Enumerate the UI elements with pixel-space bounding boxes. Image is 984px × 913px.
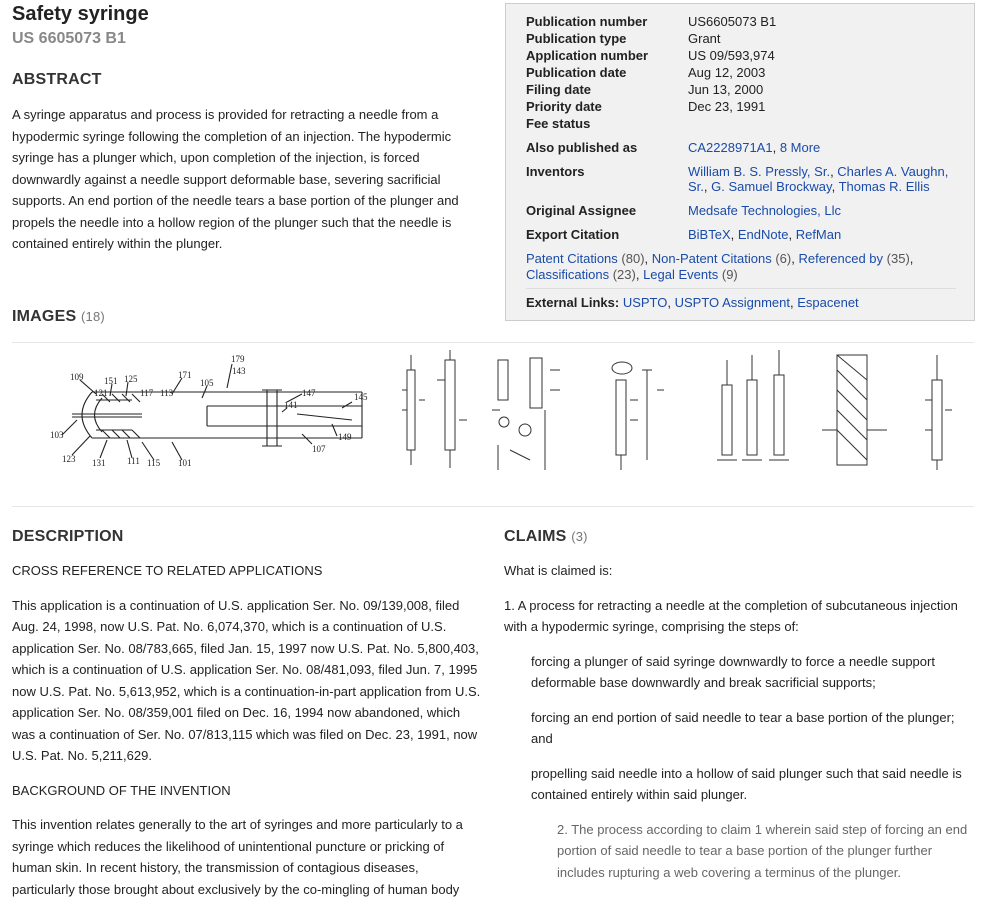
- referenced-by-link[interactable]: Referenced by: [798, 251, 884, 266]
- claim-step: forcing an end portion of said needle to tear a base portion of the plunger; and: [531, 709, 955, 746]
- refman-link[interactable]: RefMan: [795, 227, 842, 242]
- drawing-label: 105: [200, 378, 214, 388]
- patent-number: US 6605073 B1: [12, 30, 126, 47]
- drawing-label: 111: [127, 456, 140, 466]
- description-body: [12, 560, 482, 913]
- drawing-label: 131: [92, 458, 106, 468]
- drawing-label: 107: [312, 444, 326, 454]
- inventor-link[interactable]: Charles A. Vaughn, Sr.: [688, 164, 949, 194]
- classifications-link[interactable]: Classifications: [526, 266, 610, 282]
- description-subheading: BACKGROUND OF THE INVENTION: [12, 782, 231, 798]
- drawing-label: 171: [178, 370, 192, 380]
- assignee-link[interactable]: Medsafe Technologies, Llc: [688, 203, 841, 218]
- drawing-label: 145: [354, 392, 368, 402]
- drawing-label: 123: [62, 454, 76, 464]
- inventor-link[interactable]: G. Samuel Brockway: [711, 179, 832, 194]
- patent-info-panel: Publication number US6605073 B1 Publication type Grant Application number US 09/593,974 Publication date Aug 12, 2003 Filing date Jun 13, 2000 Priority date Dec 23, 1991 Fee status Also published as CA2228971A1, 8 More Inventors William B. S. Pressly, Sr., Charles A. Vaughn, Sr., G. Samuel Brockway, Thomas R. Ellis Original Assignee Medsafe Technologies, Llc Export Citation BiBTeX, EndNote, RefMan Patent Citations (80), Non-Patent Citations (6), Referenced by (35), Classifications (23), Legal Events (9) External Links: USPTO, USPTO Assignment, Espacenet: [505, 3, 975, 321]
- drawing-label: 147: [302, 388, 316, 398]
- abstract-text: A syringe apparatus and process is provided for retracting a needle from a hypodermic syringe following the completion of an injection. The hypodermic syringe has a plunger which, upon completion of the injection, is forced downwardly against a needle support deformable base, severing sacrificial supports. An end portion of the needle tears a base portion of the plunger and propels the needle into a hollow region of the plunger such that the needle is contained entirely within the plunger.: [12, 107, 459, 251]
- inventor-link[interactable]: William B. S. Pressly, Sr.: [688, 164, 831, 179]
- claim-step: propelling said needle into a hollow of said plunger such that said needle is contained entirely within said plunger.: [531, 765, 962, 802]
- drawing-thumbnail[interactable]: [817, 350, 897, 475]
- claim-1: 1. A process for retracting a needle at the completion of subcutaneous injection with a hypodermic syringe, comprising the steps of:: [504, 597, 958, 634]
- citation-links: Patent Citations (80), Non-Patent Citations (6), Referenced by (35), Classifications (23), Legal Events (9): [526, 251, 914, 282]
- patent-title: Safety syringe: [12, 3, 149, 25]
- drawing-label: 121: [94, 388, 108, 398]
- description-heading: DESCRIPTION: [12, 528, 124, 545]
- drawing-label: 115: [147, 458, 161, 468]
- abstract-heading: ABSTRACT: [12, 71, 102, 88]
- claim-2: 2. The process according to claim 1 wherein said step of forcing an end portion of said needle to tear a base portion of the plunger further includes rupturing a web covering a terminus of the plunger.: [557, 821, 968, 880]
- drawing-label: 151: [104, 376, 118, 386]
- external-links: External Links: USPTO, USPTO Assignment, Espacenet: [526, 295, 859, 310]
- uspto-assignment-link[interactable]: USPTO Assignment: [674, 295, 790, 310]
- drawing-thumbnail[interactable]: [602, 350, 672, 475]
- drawing-label: 141: [284, 400, 298, 410]
- divider: [526, 288, 956, 289]
- drawing-thumbnail[interactable]: [490, 350, 570, 475]
- drawing-label: 117: [140, 388, 154, 398]
- drawing-label: 113: [160, 388, 174, 398]
- uspto-link[interactable]: USPTO: [622, 295, 668, 310]
- drawing-label: 109: [70, 372, 84, 382]
- more-link[interactable]: 8 More: [779, 140, 821, 155]
- drawing-label: 125: [124, 374, 138, 384]
- drawing-label: 149: [338, 432, 352, 442]
- main-patent-drawing[interactable]: [32, 350, 392, 470]
- drawing-thumbnail[interactable]: [712, 350, 802, 475]
- drawing-thumbnail[interactable]: [917, 350, 967, 475]
- inventor-link[interactable]: Thomas R. Ellis: [838, 179, 930, 194]
- espacenet-link[interactable]: Espacenet: [797, 295, 859, 310]
- legal-events-link[interactable]: Legal Events: [643, 266, 719, 282]
- claims-body: [504, 560, 974, 896]
- description-paragraph: This invention relates generally to the art of syringes and more particularly to a syringe which reduces the likelihood of unintentional puncture or pricking of human skin. In recent history, the transmission of contagious diseases, particularly those brought about exclusively by the co-mingling of human body: [12, 817, 463, 897]
- claim-step: forcing a plunger of said syringe downwardly to force a needle support deformable base downwardly and break sacrificial supports;: [531, 653, 935, 690]
- patent-citations-link[interactable]: Patent Citations: [526, 251, 618, 266]
- image-gallery: [12, 350, 974, 500]
- bibtex-link[interactable]: BiBTeX: [688, 227, 731, 242]
- endnote-link[interactable]: EndNote: [737, 227, 789, 242]
- drawing-label: 143: [232, 366, 246, 376]
- description-paragraph: This application is a continuation of U.S. application Ser. No. 09/139,008, filed Aug. 24, 1998, now U.S. Pat. No. 6,074,370, which is a continuation of U.S. application Ser. No. 08/783,665, filed Jan. 15, 1997 now U.S. Pat. No. 5,800,403, which is a continuation of U.S. application Ser. No. 08/481,093, filed Jun. 7, 1995 now U.S. Pat. No. 5,613,952, which is a continuation-in-part application from U.S. application Ser. No. 08/359,001 filed on Dec. 16, 1994 now abandoned, which was a continuation of Ser. No. 07/813,115 which was filed on Dec. 23, 1991, now U.S. Pat. No. 5,211,629.: [12, 597, 481, 763]
- divider: [12, 506, 974, 507]
- description-subheading: CROSS REFERENCE TO RELATED APPLICATIONS: [12, 563, 323, 578]
- drawing-label: 179: [231, 354, 245, 364]
- drawing-label: 103: [50, 430, 64, 440]
- non-patent-citations-link[interactable]: Non-Patent Citations: [651, 251, 772, 266]
- claims-heading: CLAIMS (3): [504, 528, 588, 545]
- drawing-label: 101: [178, 458, 192, 468]
- drawing-thumbnail[interactable]: [397, 350, 477, 475]
- divider: [12, 342, 974, 343]
- images-heading: IMAGES (18): [12, 308, 105, 325]
- claims-intro: What is claimed is:: [504, 563, 613, 578]
- also-published-link[interactable]: CA2228971A1: [688, 140, 773, 155]
